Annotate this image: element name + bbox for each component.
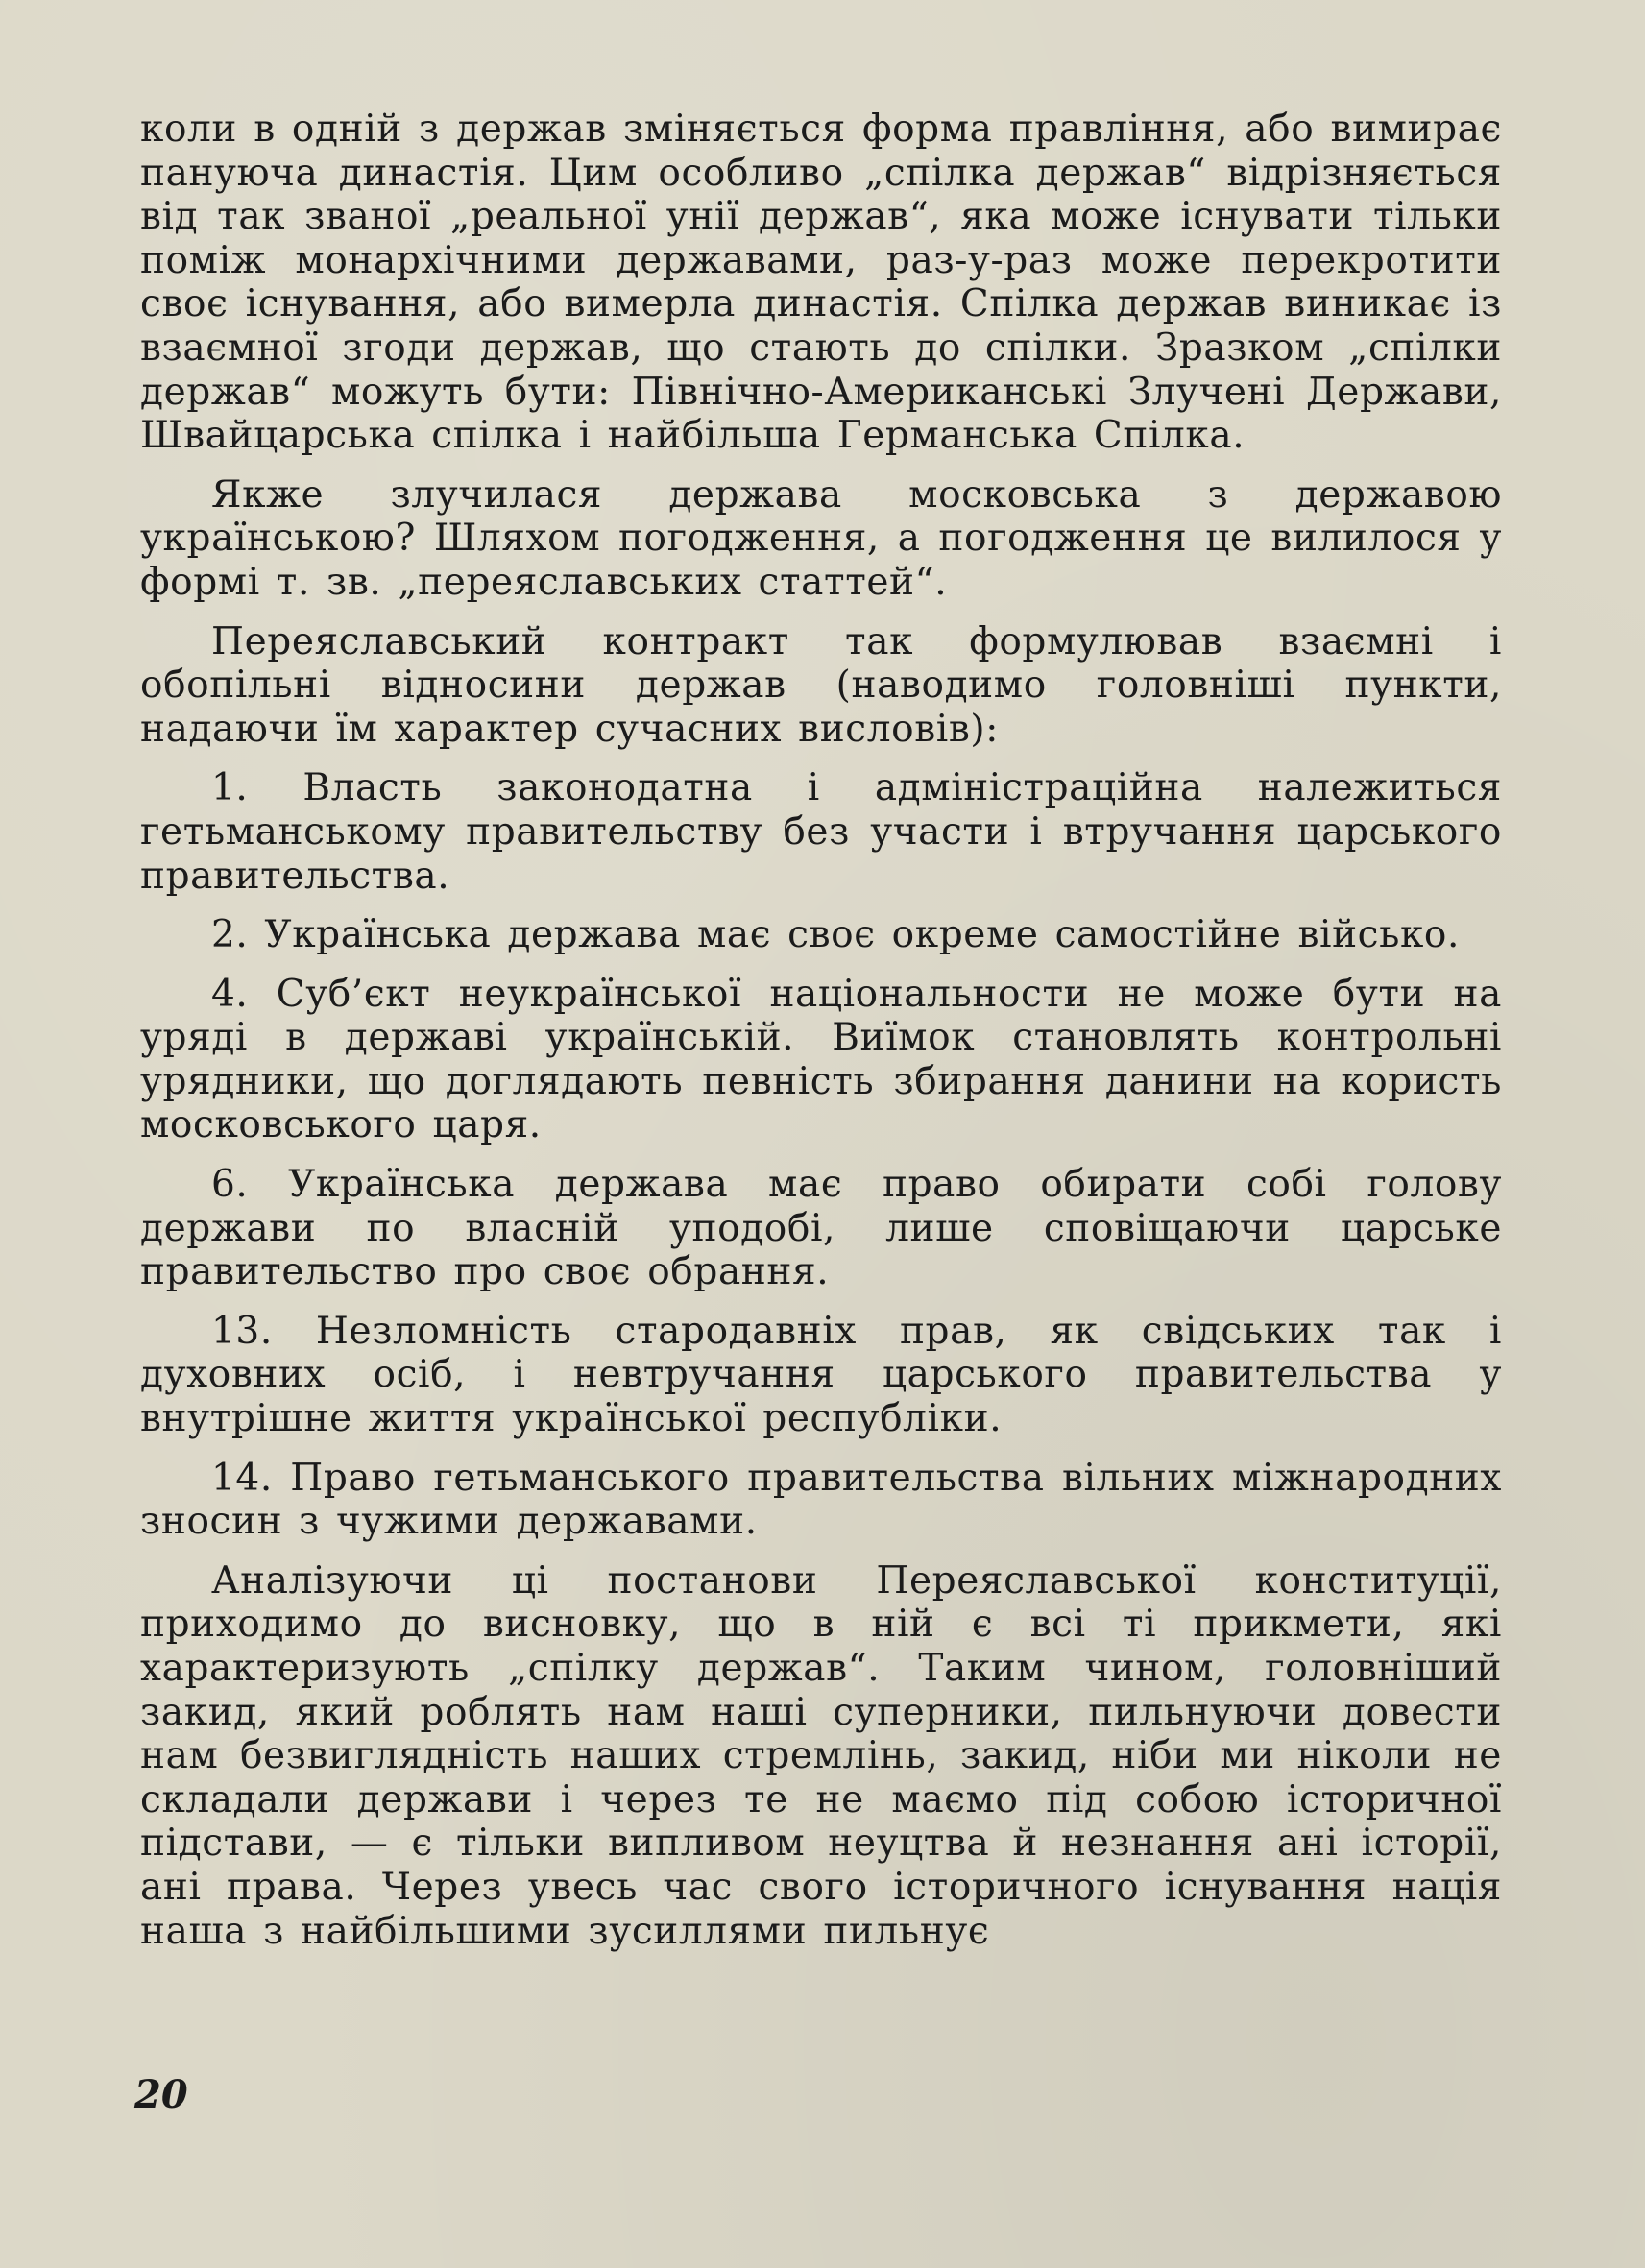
paragraph-2: Якже злучилася держава московська з державою українською? Шляхом погодження, а погодження це вилилося у формі т. зв. „переяславських статтей“. (140, 472, 1502, 604)
paragraph-10: Аналізуючи ці постанови Переяславської конституції, приходимо до висновку, що в ній є всі ті прикмети, які характеризують „спілку держав“. Таким чином, головніший закид, який роблять нам наші суперники, пильнуючи довести нам безвиглядність наших стремлінь, закид, ніби ми ніколи не складали держави і через те не маємо під собою історичної підстави, — є тільки випливом неуцтва й незнання ані історії, ані права. Через увесь час свого історичного існування нація наша з найбільшими зусиллями пильнує (140, 1558, 1502, 1953)
body-text (140, 108, 1502, 1953)
page-number: 20 (134, 2072, 188, 2117)
paragraph-6: 4. Суб’єкт неукраїнської національности не може бути на уряді в державі українській. Виїмок становлять контрольні урядники, що доглядають певність збирання данини на користь московського царя. (140, 972, 1502, 1147)
paragraph-9: 14. Право гетьманського правительства вільних міжнародних зносин з чужими державами. (140, 1456, 1502, 1544)
paragraph-5: 2. Українська держава має своє окреме самостійне військо. (211, 913, 1461, 957)
paragraph-3: Переяславський контракт так формулював взаємні і обопільні відносини держав (наводимо головніші пункти, надаючи їм характер сучасних висловів): (140, 619, 1502, 751)
paragraph-1: коли в одній з держав зміняється форма правління, або вимирає пануюча династія. Цим особливо „спілка держав“ відрізняється від так званої „реальної унії держав“, яка може існувати тільки поміж монархічними державами, раз-у-раз може перекротити своє існування, або вимерла династія. Спілка держав виникає із взаємної згоди держав, що стають до спілки. Зразком „спілки держав“ можуть бути: Північно-Американські Злучені Держави, Швайцарська спілка і найбільша Германська Спілка. (140, 108, 1502, 458)
paragraph-7: 6. Українська держава має право обирати собі голову держави по власній уподобі, лише сповіщаючи царське правительство про своє обрання. (140, 1163, 1502, 1294)
paragraph-4: 1. Власть законодатна і адміністраційна належиться гетьманському правительству без участи і втручання царського правительства. (140, 766, 1502, 898)
paragraph-8: 13. Незломність стародавніх прав, як свідських так і духовних осіб, і невтручання царського правительства у внутрішне життя української республіки. (140, 1309, 1502, 1441)
